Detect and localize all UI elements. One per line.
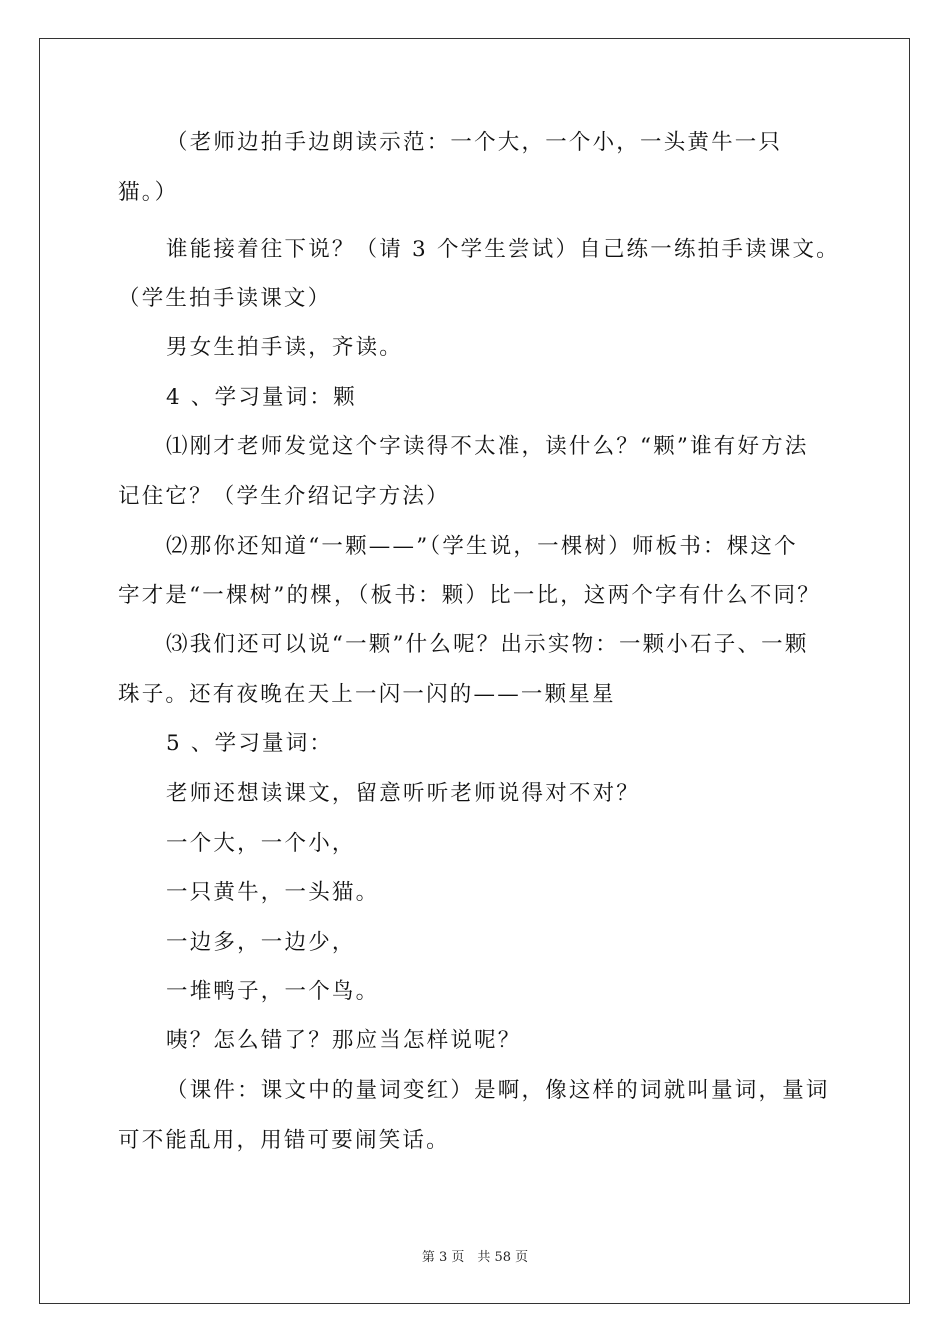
text-line: 字才是“一棵树”的棵，（板书：颗）比一比，这两个字有什么不同？ [118, 583, 821, 608]
text-line: （学生拍手读课文） [118, 286, 332, 311]
text-line: （老师边拍手边朗读示范：一个大，一个小，一头黄牛一只 [166, 130, 783, 155]
page-footer: 第 3 页 共 58 页 [421, 1250, 529, 1265]
text-line: 4 、学习量词：颗 [166, 385, 357, 410]
text-line: （课件：课文中的量词变红）是啊，像这样的词就叫量词，量词 [166, 1078, 830, 1103]
text-line: 一只黄牛，一头猫。 [166, 880, 380, 905]
text-line: 咦？怎么错了？那应当怎样说呢？ [166, 1028, 522, 1053]
text-line: 可不能乱用，用错可要闹笑话。 [118, 1128, 450, 1153]
page-border [39, 38, 910, 1304]
text-line: 猫。） [118, 180, 179, 205]
text-line: 一堆鸭子，一个鸟。 [166, 979, 380, 1004]
text-line: 5 、学习量词： [166, 731, 334, 756]
text-line: 一个大，一个小， [166, 831, 356, 856]
text-line: ⑵那你还知道“一颗——”（学生说，一棵树）师板书：棵这个 [166, 534, 798, 559]
text-line: 男女生拍手读，齐读。 [166, 335, 404, 360]
text-line: 老师还想读课文，留意听听老师说得对不对？ [166, 781, 641, 806]
text-line: 珠子。还有夜晚在天上一闪一闪的——一颗星星 [118, 682, 616, 707]
text-line: 谁能接着往下说？（请 3 个学生尝试）自己练一练拍手读课文。 [166, 237, 840, 262]
text-line: ⑴刚才老师发觉这个字读得不太准，读什么？“颗”谁有好方法 [166, 434, 809, 459]
text-line: 记住它？（学生介绍记字方法） [118, 484, 450, 509]
text-line: 一边多，一边少， [166, 930, 356, 955]
text-line: ⑶我们还可以说“一颗”什么呢？出示实物：一颗小石子、一颗 [166, 632, 809, 657]
